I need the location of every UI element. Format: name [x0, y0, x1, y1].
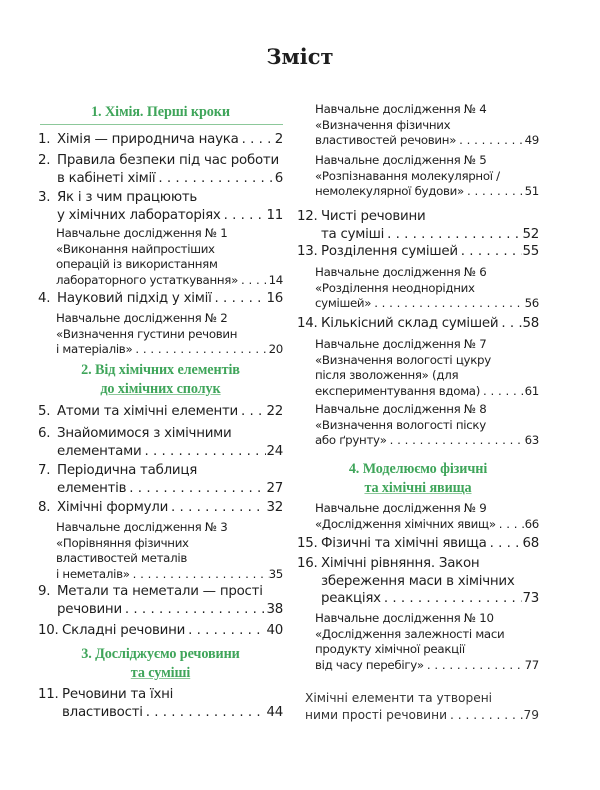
- entry-title-line: Періодична таблиця: [57, 463, 198, 478]
- entry-title-text: речовини: [57, 601, 122, 617]
- entry-title-text: Науковий підхід у хімії: [57, 291, 212, 306]
- entry-number: 6.: [38, 426, 51, 441]
- dot-leader: [447, 707, 524, 724]
- entry-last-line: [321, 226, 539, 244]
- entry-title-text: властивостей речовин»: [315, 133, 457, 147]
- entry-last-line: [315, 433, 539, 449]
- entry-number: 12.: [297, 209, 318, 224]
- page-number: 40: [266, 623, 283, 638]
- dot-leader: [371, 296, 524, 312]
- entry-last-line: [321, 243, 539, 261]
- entry-last-line: [321, 590, 539, 608]
- entry-number: 1.: [38, 132, 51, 147]
- entry-body: [57, 189, 283, 224]
- entry-title-line: Чисті речовини: [321, 209, 426, 224]
- entry-number: 4.: [38, 291, 51, 306]
- investigation-2[interactable]: [56, 311, 283, 358]
- entry-title-text: в кабінеті хімії: [57, 170, 156, 186]
- entry-body: [57, 290, 283, 308]
- page-number: 38: [266, 601, 283, 617]
- page-number: 77: [524, 657, 539, 672]
- page-number: 14: [268, 272, 283, 287]
- entry-title-text: «Дослідження хімічних явищ»: [315, 516, 496, 531]
- page-number: 52: [522, 226, 539, 242]
- investigation-9[interactable]: [315, 501, 539, 532]
- appendix-entry[interactable]: [305, 690, 539, 724]
- investigation-7[interactable]: [315, 337, 539, 399]
- entry-last-line: [57, 499, 283, 517]
- entry-number: 15.: [297, 536, 318, 551]
- investigation-10[interactable]: [315, 611, 539, 673]
- entry-title-text: ними прості речовини: [305, 708, 447, 722]
- entry-last-line: [56, 567, 283, 583]
- entry-title-line: «Визначення вологості цукру: [315, 352, 491, 367]
- dot-leader: [239, 131, 275, 149]
- entry-title-text: елементів: [57, 480, 127, 496]
- entry-body: [57, 425, 283, 460]
- dot-leader: [387, 433, 525, 449]
- entry-title-text: сумішей»: [315, 296, 372, 310]
- page-number: 73: [522, 591, 539, 606]
- entry-title-text: і матеріалів»: [56, 342, 133, 356]
- dot-leader: [143, 704, 267, 722]
- entry-title-line: Навчальне дослідження № 1: [56, 226, 228, 240]
- dot-leader: [132, 342, 268, 358]
- entry-last-line: [57, 601, 283, 619]
- entry-last-line: [315, 384, 539, 400]
- entry-title-text: лабораторного устаткування»: [56, 272, 239, 287]
- entry-title-line: Правила безпеки під час роботи: [57, 153, 279, 168]
- dot-leader: [212, 290, 267, 308]
- entry-title-line: «Визначення густини речовин: [56, 326, 238, 341]
- entry-title-line: «Визначення фізичних: [315, 117, 451, 132]
- entry-title-line: «Визначення вологості піску: [315, 417, 486, 432]
- page-number: 16: [266, 291, 283, 306]
- entry-last-line: [321, 535, 539, 553]
- entry-last-line: [57, 290, 283, 308]
- entry-body: [57, 403, 283, 421]
- page-number: 79: [523, 708, 539, 722]
- entry-last-line: [315, 296, 539, 312]
- entry-number: 11.: [38, 687, 59, 702]
- page-number: 24: [266, 443, 283, 459]
- dot-leader: [141, 443, 266, 461]
- entry-title-line: Хімічні рівняння. Закон: [321, 556, 480, 571]
- investigation-8[interactable]: [315, 402, 539, 449]
- dot-leader: [122, 601, 267, 619]
- entry-last-line: [62, 622, 283, 640]
- page-number: 27: [266, 480, 283, 496]
- entry-last-line: [56, 273, 283, 289]
- entry-title-text: елементами: [57, 443, 142, 459]
- entry-number: 8.: [38, 500, 51, 515]
- entry-title-line: Речовини та їхні: [62, 687, 174, 702]
- entry-body: [57, 462, 283, 497]
- entry-last-line: [321, 315, 539, 333]
- page-number: 63: [524, 433, 539, 447]
- entry-last-line: [56, 342, 283, 358]
- entry-title-line: Навчальне дослідження № 7: [315, 337, 487, 351]
- entry-body: [321, 243, 539, 261]
- page-number: 11: [266, 207, 283, 223]
- entry-title-text: Хімія — природнича наука: [57, 132, 239, 147]
- page-title: Зміст: [266, 44, 334, 69]
- entry-last-line: [315, 184, 539, 200]
- entry-number: 7.: [38, 463, 51, 478]
- entry-last-line: [57, 480, 283, 498]
- entry-title-line: Навчальне дослідження № 6: [315, 265, 487, 279]
- page-number: 22: [266, 404, 283, 419]
- dot-leader: [487, 535, 523, 553]
- page-number: 35: [268, 566, 283, 581]
- page-number: 32: [266, 500, 283, 515]
- dot-leader: [464, 184, 525, 200]
- page-number: 55: [522, 244, 539, 259]
- entry-title-line: Хімічні елементи та утворені: [305, 691, 493, 705]
- entry-title-text: Атоми та хімічні елементи: [57, 404, 238, 419]
- entry-number: 14.: [297, 316, 318, 331]
- entry-number: 9.: [38, 584, 51, 599]
- entry-title-line: Навчальне дослідження № 8: [315, 402, 487, 416]
- entry-last-line: [315, 517, 539, 533]
- entry-title-line: Навчальне дослідження № 3: [56, 520, 228, 534]
- entry-title-line: Як і з чим працюють: [57, 190, 198, 205]
- page-number: 44: [266, 704, 283, 720]
- section-heading-2[interactable]: 2. Від хімічних елементів до хімічних сполук: [81, 362, 240, 397]
- entry-title-line: властивостей металів: [56, 551, 187, 565]
- entry-title-text: Розділення сумішей: [321, 244, 458, 259]
- entry-title-line: «Порівняння фізичних: [56, 535, 189, 550]
- entry-body: [57, 152, 283, 187]
- investigation-5[interactable]: [315, 153, 539, 200]
- entry-title-text: і неметалів»: [56, 566, 130, 581]
- entry-title-line: Знайомимося з хімічними: [57, 426, 232, 441]
- entry-title-line: після зволоження» (для: [315, 368, 459, 382]
- entry-body: [57, 499, 283, 517]
- page-number: 51: [524, 184, 539, 198]
- entry-body: [321, 315, 539, 333]
- entry-body: [62, 622, 283, 640]
- dot-leader: [496, 517, 525, 533]
- entry-title-line: Навчальне дослідження № 5: [315, 153, 487, 167]
- entry-number: 3.: [38, 190, 51, 205]
- entry-title-line: «Виконання найпростіших: [56, 241, 215, 256]
- entry-body: [321, 208, 539, 243]
- entry-title-text: Складні речовини: [62, 623, 186, 638]
- page-number: 61: [524, 383, 539, 398]
- entry-title-text: реакціях: [321, 591, 381, 606]
- dot-leader: [238, 403, 266, 421]
- page-number: 66: [524, 516, 539, 531]
- entry-last-line: [62, 704, 283, 722]
- entry-title-line: Метали та неметали — прості: [57, 584, 263, 599]
- dot-leader: [458, 243, 523, 261]
- investigation-1[interactable]: [56, 226, 283, 288]
- entry-number: 10.: [38, 623, 59, 638]
- dot-leader: [424, 658, 525, 674]
- entry-title-line: Навчальне дослідження № 9: [315, 501, 487, 515]
- entry-title-line: збереження маси в хімічних: [321, 573, 515, 589]
- dot-leader: [221, 207, 267, 225]
- entry-title-line: «Розпізнавання молекулярної /: [315, 168, 500, 183]
- page-number: 68: [522, 536, 539, 551]
- entry-title-text: немолекулярної будови»: [315, 184, 464, 198]
- entry-title-text: у хімічних лабораторіях: [57, 207, 221, 223]
- dot-leader: [456, 133, 524, 149]
- dot-leader: [498, 315, 522, 333]
- entry-number: 5.: [38, 404, 51, 419]
- entry-last-line: [57, 207, 283, 225]
- page-number: 56: [524, 296, 539, 310]
- dot-leader: [480, 384, 525, 400]
- entry-body: [321, 555, 539, 608]
- entry-title-line: операцій із використанням: [56, 257, 218, 271]
- entry-last-line: [315, 133, 539, 149]
- investigation-6[interactable]: [315, 265, 539, 312]
- entry-title-text: Фізичні та хімічні явища: [321, 536, 487, 551]
- entry-title-text: Хімічні формули: [57, 500, 169, 515]
- entry-title-text: або ґрунту»: [315, 433, 387, 447]
- entry-title-text: властивості: [62, 704, 143, 720]
- entry-last-line: [305, 707, 539, 724]
- dot-leader: [381, 590, 523, 608]
- investigation-3[interactable]: [56, 520, 283, 582]
- entry-title-line: «Дослідження залежності маси: [315, 626, 505, 641]
- section-divider: [40, 124, 283, 125]
- entry-title-text: експериментування вдома): [315, 383, 481, 398]
- entry-title-line: Навчальне дослідження № 10: [315, 611, 494, 625]
- entry-body: [62, 686, 283, 721]
- entry-title-line: Навчальне дослідження № 2: [56, 311, 228, 325]
- entry-title-line: Навчальне дослідження № 4: [315, 102, 487, 116]
- entry-body: [57, 583, 283, 618]
- section-heading-3[interactable]: 3. Досліджуємо речовини та суміші: [81, 646, 240, 681]
- dot-leader: [185, 622, 266, 640]
- entry-title-text: Кількісний склад сумішей: [321, 316, 499, 331]
- section-heading-4[interactable]: 4. Моделюємо фізичні та хімічні явища: [348, 461, 488, 496]
- dot-leader: [155, 170, 274, 188]
- entry-body: [57, 131, 283, 149]
- dot-leader: [384, 226, 522, 244]
- page-number: 58: [522, 316, 539, 331]
- page-number: 2: [274, 132, 283, 147]
- entry-title-text: від часу перебігу»: [315, 657, 424, 672]
- dot-leader: [168, 499, 266, 517]
- dot-leader: [130, 567, 269, 583]
- dot-leader: [238, 273, 269, 289]
- entry-last-line: [57, 131, 283, 149]
- entry-title-line: «Розділення неоднорідних: [315, 280, 475, 295]
- entry-last-line: [57, 170, 283, 188]
- page-number: 20: [268, 342, 283, 356]
- entry-last-line: [57, 443, 283, 461]
- entry-body: [321, 535, 539, 553]
- dot-leader: [126, 480, 266, 498]
- page-number: 6: [274, 170, 283, 186]
- section-heading-1[interactable]: 1. Хімія. Перші кроки: [91, 104, 230, 120]
- entry-number: 16.: [297, 556, 318, 571]
- entry-title-line: продукту хімічної реакції: [315, 642, 465, 656]
- entry-title-text: та суміші: [321, 226, 385, 242]
- page-number: 49: [524, 133, 539, 147]
- entry-number: 2.: [38, 153, 51, 168]
- entry-last-line: [57, 403, 283, 421]
- entry-number: 13.: [297, 244, 318, 259]
- entry-last-line: [315, 658, 539, 674]
- investigation-4[interactable]: [315, 102, 539, 149]
